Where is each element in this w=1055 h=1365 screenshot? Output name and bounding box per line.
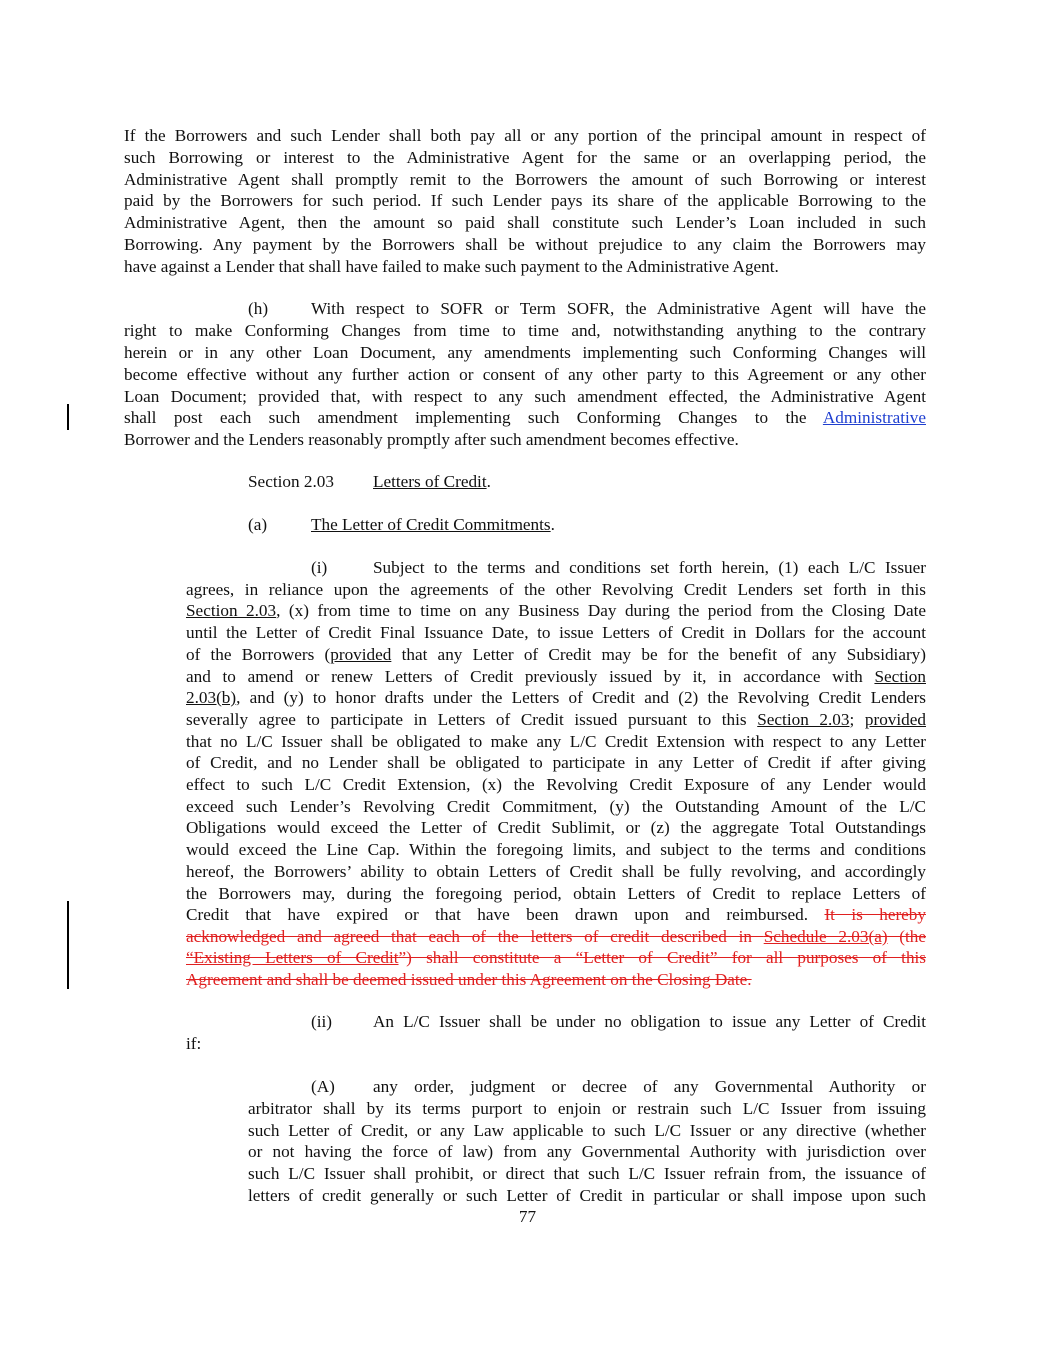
text-line: Administrative Agent shall promptly remit to the Borrowers the amount of such Borrowing or interest bbox=[124, 170, 926, 189]
text-line bbox=[186, 666, 926, 688]
text-span: ; bbox=[849, 710, 865, 729]
section-number: Section 2.03 bbox=[248, 472, 334, 491]
text-line: Subject to the terms and conditions set forth herein, (1) each L/C Issuer bbox=[373, 558, 926, 577]
change-bar bbox=[67, 404, 69, 430]
text-line: or not having the force of law) from any Governmental Authority with jurisdiction over bbox=[248, 1142, 926, 1161]
text-line: paid by the Borrowers for such period. If such Lender pays its share of the applicable Borrowing to the bbox=[124, 191, 926, 210]
page-number: 77 bbox=[518, 1207, 537, 1226]
section-reference: Section 2.03 bbox=[757, 710, 850, 729]
section-title-text: Letters of Credit bbox=[373, 472, 487, 491]
text-line bbox=[186, 709, 926, 731]
text-line: hereof, the Borrowers’ ability to obtain Letters of Credit shall be fully revolving, and accordingly bbox=[186, 862, 926, 881]
deleted-reference: “Existing Letters of Credit bbox=[186, 948, 399, 967]
text-line bbox=[186, 904, 926, 926]
text-line bbox=[186, 644, 926, 666]
text-line: such L/C Issuer shall prohibit, or direct that such L/C Issuer refrain from, the issuance of bbox=[248, 1164, 926, 1183]
text-span: that any Letter of Credit may be for the benefit of any Subsidiary) bbox=[391, 645, 927, 664]
section-reference: 2.03(b) bbox=[186, 688, 237, 707]
deleted-text-line bbox=[186, 947, 926, 969]
provided-term: provided bbox=[330, 645, 392, 664]
deleted-text: It is hereby bbox=[824, 905, 926, 924]
text-span: of the Borrowers ( bbox=[186, 645, 331, 664]
item-marker: (ii) bbox=[311, 1012, 332, 1031]
text-line: if: bbox=[186, 1034, 202, 1053]
section-reference: Section bbox=[874, 667, 926, 686]
item-marker: (A) bbox=[311, 1077, 335, 1096]
text-line: arbitrator shall by its terms purport to enjoin or restrain such L/C Issuer from issuing bbox=[248, 1099, 926, 1118]
text-line: such Letter of Credit, or any Law applicable to such L/C Issuer or any directive (whether bbox=[248, 1121, 926, 1140]
text-span: and to amend or renew Letters of Credit previously issued by it, in accordance with bbox=[186, 667, 863, 686]
text-line: become effective without any further action or consent of any other party to this Agreement or any other bbox=[124, 365, 926, 384]
text-line bbox=[186, 687, 926, 709]
text-line: effect to such L/C Credit Extension, (x) the Revolving Credit Exposure of any Lender would bbox=[186, 775, 926, 794]
section-reference: Section 2.03 bbox=[186, 601, 277, 620]
deleted-text-line bbox=[186, 926, 926, 948]
administrative-link[interactable]: Administrative bbox=[822, 408, 926, 427]
text-line bbox=[124, 407, 926, 429]
paragraph-marker: (h) bbox=[248, 299, 269, 318]
text-span: , (x) from time to time on any Business Day during the period from the Closing Date bbox=[276, 601, 926, 620]
text-line: Borrower and the Lenders reasonably promptly after such amendment becomes effective. bbox=[124, 430, 739, 449]
text-line: herein or in any other Loan Document, any amendments implementing such Conforming Changes will bbox=[124, 343, 926, 362]
provided-term: provided bbox=[864, 710, 926, 729]
text-line: the Borrowers may, during the foregoing period, obtain Letters of Credit to replace Letters of bbox=[186, 884, 926, 903]
change-bar bbox=[67, 901, 69, 989]
section-title bbox=[373, 471, 491, 493]
punctuation: . bbox=[486, 472, 491, 491]
text-line: right to make Conforming Changes from time to time and, notwithstanding anything to the contrary bbox=[124, 321, 926, 340]
deleted-text: (the bbox=[887, 927, 926, 946]
text-line: Borrowing. Any payment by the Borrowers shall be without prejudice to any claim the Borrowers may bbox=[124, 235, 926, 254]
subsection-title-text: The Letter of Credit Commitments bbox=[311, 515, 551, 534]
text-line: An L/C Issuer shall be under no obligation to issue any Letter of Credit bbox=[373, 1012, 926, 1031]
text-line: If the Borrowers and such Lender shall both pay all or any portion of the principal amount in respect of bbox=[124, 126, 926, 145]
subsection-title bbox=[311, 514, 555, 536]
text-line bbox=[186, 600, 926, 622]
text-line: any order, judgment or decree of any Governmental Authority or bbox=[373, 1077, 926, 1096]
text-line: that no L/C Issuer shall be obligated to make any L/C Credit Extension with respect to any Letter bbox=[186, 732, 926, 751]
text-line: letters of credit generally or such Letter of Credit in particular or shall impose upon such bbox=[248, 1186, 926, 1205]
text-line: until the Letter of Credit Final Issuance Date, to issue Letters of Credit in Dollars for the account bbox=[186, 623, 926, 642]
punctuation: . bbox=[550, 515, 555, 534]
text-span: shall post each such amendment implementing such Conforming Changes to the bbox=[124, 408, 807, 427]
text-line: exceed such Lender’s Revolving Credit Commitment, (y) the Outstanding Amount of the L/C bbox=[186, 797, 926, 816]
text-line: agrees, in reliance upon the agreements of the other Revolving Credit Lenders set forth in this bbox=[186, 580, 926, 599]
text-line: Obligations would exceed the Letter of Credit Sublimit, or (z) the aggregate Total Outstandings bbox=[186, 818, 926, 837]
deleted-text-line: Agreement and shall be deemed issued under this Agreement on the Closing Date. bbox=[186, 970, 752, 989]
text-line: would exceed the Line Cap. Within the foregoing limits, and subject to the terms and conditions bbox=[186, 840, 926, 859]
subsection-marker: (a) bbox=[248, 515, 268, 534]
deleted-text: ”) shall constitute a “Letter of Credit” for all purposes of this bbox=[398, 948, 926, 967]
text-line: Loan Document; provided that, with respect to any such amendment effected, the Administrative Agent bbox=[124, 387, 926, 406]
text-line: such Borrowing or interest to the Administrative Agent for the same or an overlapping period, the bbox=[124, 148, 926, 167]
text-line: With respect to SOFR or Term SOFR, the Administrative Agent will have the bbox=[311, 299, 926, 318]
text-span: Credit that have expired or that have been drawn upon and reimbursed. bbox=[186, 905, 809, 924]
text-line: have against a Lender that shall have failed to make such payment to the Administrative Agent. bbox=[124, 257, 779, 276]
deleted-reference: Schedule 2.03(a) bbox=[763, 927, 888, 946]
item-marker: (i) bbox=[311, 558, 328, 577]
text-span: severally agree to participate in Letters of Credit issued pursuant to this bbox=[186, 710, 758, 729]
text-span: , and (y) to honor drafts under the Letters of Credit and (2) the Revolving Credit Lenders bbox=[236, 688, 926, 707]
text-line: Administrative Agent, then the amount so paid shall constitute such Lender’s Loan included in such bbox=[124, 213, 926, 232]
text-line: of Credit, and no Lender shall be obligated to participate in any Letter of Credit if after giving bbox=[186, 753, 926, 772]
deleted-text: acknowledged and agreed that each of the letters of credit described in bbox=[186, 927, 764, 946]
